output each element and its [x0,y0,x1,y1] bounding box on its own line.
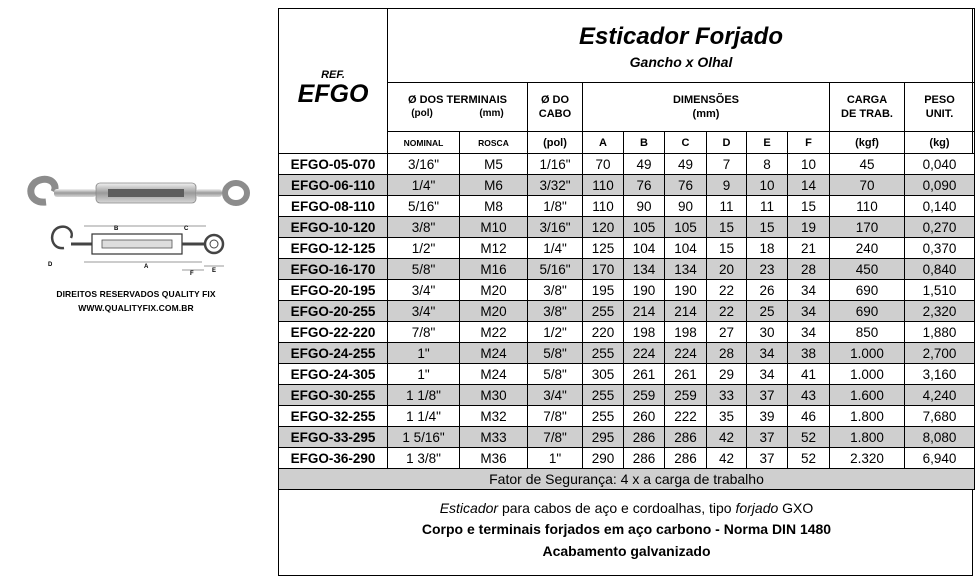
table-cell: 70 [830,175,905,196]
table-cell: M24 [460,364,528,385]
table-cell: 6,940 [905,448,975,469]
table-cell: 1" [388,364,460,385]
col-terminais-mm: (mm) [479,108,504,119]
table-cell: 1/16" [528,154,583,175]
table-cell: 37 [747,385,788,406]
page-title: Esticador Forjado [578,23,784,50]
table-row [279,238,975,259]
col-carga [830,83,905,132]
table-cell: 52 [788,427,830,448]
table-cell: 198 [665,322,707,343]
table-cell: 25 [747,301,788,322]
table-cell: 34 [788,280,830,301]
table-row [279,322,975,343]
table-cell: 110 [830,196,905,217]
table-cell: M36 [460,448,528,469]
table-cell: 1.000 [830,343,905,364]
table-cell: 104 [665,238,707,259]
table-cell: 286 [624,448,665,469]
table-cell: 305 [583,364,624,385]
table-cell: M6 [460,175,528,196]
table-cell: 34 [788,322,830,343]
table-cell: 2.320 [830,448,905,469]
table-cell: 5/8" [528,343,583,364]
table-cell: 90 [665,196,707,217]
product-panel [0,0,272,583]
table-cell: 52 [788,448,830,469]
safety-factor: Fator de Segurança: 4 x a carga de trabalho [279,469,975,490]
table-cell: 7 [707,154,747,175]
table-cell: 1" [528,448,583,469]
product-code: EFGO-36-290 [279,448,388,469]
table-cell: 9 [707,175,747,196]
table-cell: 2,320 [905,301,975,322]
table-cell: 15 [788,196,830,217]
table-cell: 3/16" [528,217,583,238]
sub-kgf: (kgf) [830,132,905,154]
table-cell: 198 [624,322,665,343]
sub-pol: (pol) [528,132,583,154]
table-cell: 105 [665,217,707,238]
table-cell: 3/32" [528,175,583,196]
table-cell: M33 [460,427,528,448]
table-row [279,217,975,238]
table-cell: 255 [583,343,624,364]
page-subtitle: Gancho x Olhal [629,54,733,70]
table-cell: 76 [665,175,707,196]
description-type: forjado [735,500,779,516]
col-dimensoes-unit: (mm) [692,108,720,120]
table-cell: 3/4" [528,385,583,406]
table-cell: 240 [830,238,905,259]
table-cell: M20 [460,301,528,322]
table-cell: 0,090 [905,175,975,196]
table-cell: 110 [583,175,624,196]
table-cell: 1.000 [830,364,905,385]
table-cell: 190 [624,280,665,301]
table-cell: 1/8" [528,196,583,217]
table-cell: 1 1/4" [388,406,460,427]
product-code: EFGO-10-120 [279,217,388,238]
table-cell: 26 [747,280,788,301]
dim-label-b: B [114,226,119,232]
table-cell: M22 [460,322,528,343]
table-cell: 105 [624,217,665,238]
table-cell: 120 [583,217,624,238]
table-row [279,448,975,469]
table-cell: 286 [665,427,707,448]
table-cell: 224 [624,343,665,364]
product-code: EFGO-08-110 [279,196,388,217]
table-cell: 259 [665,385,707,406]
table-cell: 1/4" [388,175,460,196]
table-cell: 2,700 [905,343,975,364]
table-cell: 70 [583,154,624,175]
table-cell: 46 [788,406,830,427]
table-cell: 33 [707,385,747,406]
table-cell: 29 [707,364,747,385]
table-cell: 28 [788,259,830,280]
description-line [279,500,974,516]
table-cell: 450 [830,259,905,280]
table-cell: M8 [460,196,528,217]
col-terminais-label: Ø DOS TERMINAIS [407,94,507,106]
table-cell: 34 [788,301,830,322]
turnbuckle-drawing [44,220,234,276]
dim-label-d: D [48,262,53,268]
table-row [279,280,975,301]
table-cell: 1 1/8" [388,385,460,406]
sub-a: A [583,132,624,154]
table-cell: M16 [460,259,528,280]
col-cabo-line2: CABO [538,108,572,120]
sub-f: F [788,132,830,154]
table-cell: 690 [830,301,905,322]
table-cell: 34 [747,364,788,385]
product-code: EFGO-30-255 [279,385,388,406]
col-cabo [528,83,583,132]
table-row [279,343,975,364]
table-cell: 259 [624,385,665,406]
table-cell: 5/16" [528,259,583,280]
table-cell: 3/8" [388,217,460,238]
table-cell: 1/2" [388,238,460,259]
sub-b: B [624,132,665,154]
table-cell: 1.800 [830,427,905,448]
table-cell: 15 [747,217,788,238]
product-code: EFGO-20-255 [279,301,388,322]
product-code: EFGO-06-110 [279,175,388,196]
product-code: EFGO-24-305 [279,364,388,385]
table-cell: 7,680 [905,406,975,427]
table-cell: 8 [747,154,788,175]
finish-line: Acabamento galvanizado [542,543,711,559]
table-cell: 295 [583,427,624,448]
table-cell: 170 [583,259,624,280]
table-cell: 255 [583,385,624,406]
col-cabo-line1: Ø DO [540,94,570,106]
sub-rosca: ROSCA [460,132,528,154]
table-cell: 1" [388,343,460,364]
table-cell: 286 [624,427,665,448]
col-dimensoes [583,83,830,132]
table-cell: 27 [707,322,747,343]
table-row [279,427,975,448]
sub-c: C [665,132,707,154]
table-row [279,196,975,217]
table-cell: 260 [624,406,665,427]
table-cell: 7/8" [528,406,583,427]
table-cell: M10 [460,217,528,238]
table-cell: 1,880 [905,322,975,343]
table-cell: 76 [624,175,665,196]
product-code: EFGO-16-170 [279,259,388,280]
table-cell: 125 [583,238,624,259]
table-cell: 214 [624,301,665,322]
table-cell: 220 [583,322,624,343]
table-cell: 7/8" [528,427,583,448]
table-body [279,154,975,469]
table-cell: 3/16" [388,154,460,175]
table-cell: 49 [624,154,665,175]
col-peso [905,83,975,132]
table-cell: 286 [665,448,707,469]
table-row [279,364,975,385]
table-cell: 8,080 [905,427,975,448]
table-cell: 43 [788,385,830,406]
table-cell: 195 [583,280,624,301]
table-cell: 3/4" [388,301,460,322]
table-cell: M32 [460,406,528,427]
table-cell: 10 [747,175,788,196]
table-cell: 5/16" [388,196,460,217]
table-cell: 38 [788,343,830,364]
table-cell: 90 [624,196,665,217]
table-cell: 134 [665,259,707,280]
dim-label-c: C [184,226,189,232]
website-text: WWW.QUALITYFIX.COM.BR [78,303,194,313]
table-cell: 10 [788,154,830,175]
ref-cell [279,9,388,154]
table-cell: 11 [707,196,747,217]
material-line: Corpo e terminais forjados em aço carbono - Norma DIN 1480 [421,521,832,537]
table-row [279,301,975,322]
col-dimensoes-label: DIMENSÕES [672,94,739,106]
table-cell: 0,370 [905,238,975,259]
table-cell: 34 [747,343,788,364]
table-cell: 0,840 [905,259,975,280]
table-cell: 11 [747,196,788,217]
table-cell: 23 [747,259,788,280]
table-cell: 0,270 [905,217,975,238]
table-cell: 18 [747,238,788,259]
table-cell: 37 [747,427,788,448]
dim-label-e: E [212,268,217,274]
col-peso-line1: PESO [924,94,955,106]
product-code: EFGO-24-255 [279,343,388,364]
table-cell: 1 5/16" [388,427,460,448]
table-cell: M24 [460,343,528,364]
table-cell: 3,160 [905,364,975,385]
table-cell: 255 [583,406,624,427]
col-terminais-pol: (pol) [411,108,433,119]
table-cell: 222 [665,406,707,427]
table-cell: 1.600 [830,385,905,406]
copyright-text: DIREITOS RESERVADOS QUALITY FIX [56,289,216,299]
table-cell: 7/8" [388,322,460,343]
table-cell: 1/2" [528,322,583,343]
table-cell: 42 [707,448,747,469]
table-cell: 0,140 [905,196,975,217]
table-cell: M12 [460,238,528,259]
table-cell: 49 [665,154,707,175]
table-cell: 110 [583,196,624,217]
table-row [279,385,975,406]
product-code: EFGO-20-195 [279,280,388,301]
table-cell: 1,510 [905,280,975,301]
col-terminais [388,83,528,132]
sub-nominal: NOMINAL [388,132,460,154]
sub-d: D [707,132,747,154]
table-cell: M30 [460,385,528,406]
description-text: para cabos de aço e cordoalhas, tipo [498,500,736,516]
title-cell [388,9,975,83]
table-cell: 224 [665,343,707,364]
product-code: EFGO-05-070 [279,154,388,175]
spec-table [278,8,975,490]
table-row [279,259,975,280]
col-peso-line2: UNIT. [925,108,954,120]
col-carga-line1: CARGA [846,94,888,106]
table-cell: 39 [747,406,788,427]
table-cell: 3/4" [388,280,460,301]
table-cell: 170 [830,217,905,238]
table-cell: 15 [707,217,747,238]
table-cell: 19 [788,217,830,238]
table-cell: 42 [707,427,747,448]
dim-label-a: A [144,264,149,270]
table-cell: 3/8" [528,301,583,322]
table-cell: M20 [460,280,528,301]
description-term: Esticador [439,500,499,516]
table-cell: 190 [665,280,707,301]
turnbuckle-photo [24,172,254,218]
table-cell: 45 [830,154,905,175]
col-carga-line2: DE TRAB. [841,108,893,120]
table-cell: 850 [830,322,905,343]
table-cell: 20 [707,259,747,280]
table-cell: 261 [665,364,707,385]
product-code: EFGO-12-125 [279,238,388,259]
table-cell: 37 [747,448,788,469]
spec-sheet [278,8,973,576]
description-code: GXO [778,500,814,516]
sub-e: E [747,132,788,154]
table-cell: 1.800 [830,406,905,427]
table-cell: 690 [830,280,905,301]
table-cell: 35 [707,406,747,427]
table-cell: 1 3/8" [388,448,460,469]
table-cell: 28 [707,343,747,364]
table-cell: M5 [460,154,528,175]
table-row [279,406,975,427]
table-cell: 15 [707,238,747,259]
table-cell: 255 [583,301,624,322]
ref-code: EFGO [297,80,369,108]
table-cell: 21 [788,238,830,259]
product-code: EFGO-22-220 [279,322,388,343]
table-cell: 41 [788,364,830,385]
table-cell: 104 [624,238,665,259]
table-cell: 214 [665,301,707,322]
table-cell: 3/8" [528,280,583,301]
table-cell: 22 [707,301,747,322]
table-cell: 4,240 [905,385,975,406]
table-cell: 134 [624,259,665,280]
table-cell: 5/8" [528,364,583,385]
table-cell: 22 [707,280,747,301]
table-cell: 290 [583,448,624,469]
sub-kg: (kg) [905,132,975,154]
table-cell: 261 [624,364,665,385]
table-cell: 1/4" [528,238,583,259]
dim-label-f: F [190,271,194,276]
product-code: EFGO-33-295 [279,427,388,448]
table-cell: 14 [788,175,830,196]
table-row [279,175,975,196]
table-row [279,154,975,175]
product-code: EFGO-32-255 [279,406,388,427]
ref-label: REF. [321,69,345,81]
table-cell: 30 [747,322,788,343]
table-cell: 0,040 [905,154,975,175]
table-cell: 5/8" [388,259,460,280]
